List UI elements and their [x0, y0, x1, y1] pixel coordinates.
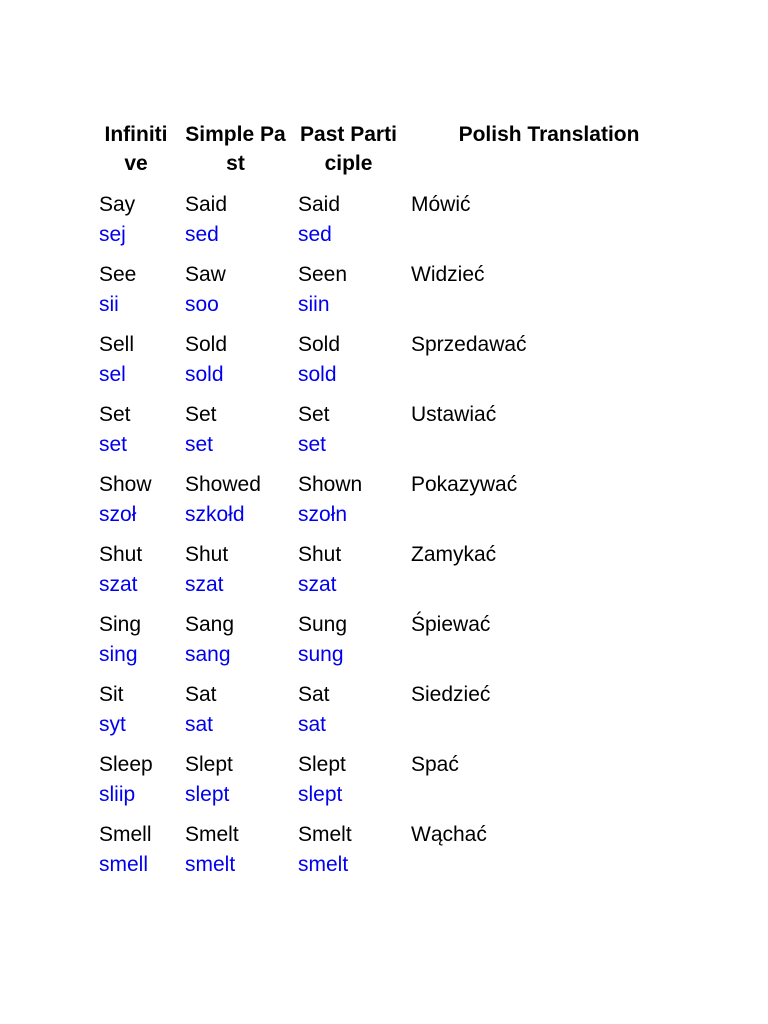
past-participle-pronunciation: szat [298, 573, 337, 596]
simple-past-word: Saw [185, 263, 226, 286]
simple-past-cell [179, 188, 292, 258]
past-participle-pronunciation: sold [298, 363, 337, 386]
polish-translation-cell [405, 818, 693, 888]
simple-past-cell [179, 678, 292, 748]
simple-past-word: Sat [185, 683, 217, 706]
infinitive-cell [93, 468, 179, 538]
simple-past-cell [179, 818, 292, 888]
simple-past-cell [179, 328, 292, 398]
polish-translation-cell [405, 188, 693, 258]
polish-translation-cell [405, 328, 693, 398]
polish-translation-cell [405, 468, 693, 538]
table-row [93, 748, 693, 818]
infinitive-word: Show [99, 473, 152, 496]
polish-translation-cell [405, 258, 693, 328]
table-row [93, 328, 693, 398]
polish-translation-cell [405, 678, 693, 748]
simple-past-word: Said [185, 193, 228, 216]
past-participle-word: Said [298, 193, 341, 216]
simple-past-pronunciation: szat [185, 573, 224, 596]
table-row [93, 188, 693, 258]
past-participle-word: Sung [298, 613, 348, 636]
past-participle-pronunciation: set [298, 433, 327, 456]
polish-translation-word: Sprzedawać [411, 333, 527, 356]
past-participle-word: Slept [298, 753, 346, 776]
polish-translation-word: Wąchać [411, 823, 487, 846]
past-participle-pronunciation: slept [298, 783, 343, 806]
past-participle-word: Set [298, 403, 330, 426]
past-participle-pronunciation: smelt [298, 853, 349, 876]
past-participle-cell [292, 258, 405, 328]
infinitive-cell [93, 678, 179, 748]
past-participle-cell [292, 188, 405, 258]
simple-past-word: Smelt [185, 823, 239, 846]
simple-past-word: Showed [185, 473, 261, 496]
simple-past-pronunciation: smelt [185, 853, 236, 876]
past-participle-word: Sat [298, 683, 330, 706]
infinitive-word: Sleep [99, 753, 153, 776]
infinitive-pronunciation: sel [99, 363, 126, 386]
polish-translation-word: Widzieć [411, 263, 485, 286]
polish-translation-cell [405, 538, 693, 608]
infinitive-word: Sing [99, 613, 142, 636]
table-row [93, 538, 693, 608]
polish-translation-word: Siedzieć [411, 683, 491, 706]
simple-past-word: Set [185, 403, 217, 426]
infinitive-word: Say [99, 193, 136, 216]
simple-past-pronunciation: sat [185, 713, 214, 736]
infinitive-pronunciation: szat [99, 573, 138, 596]
infinitive-cell [93, 818, 179, 888]
table-row [93, 468, 693, 538]
table-row [93, 818, 693, 888]
polish-translation-word: Pokazywać [411, 473, 518, 496]
infinitive-word: Set [99, 403, 131, 426]
past-participle-cell [292, 468, 405, 538]
infinitive-word: Smell [99, 823, 152, 846]
table-row [93, 608, 693, 678]
infinitive-word: Sell [99, 333, 135, 356]
simple-past-pronunciation: soo [185, 293, 219, 316]
simple-past-cell [179, 258, 292, 328]
past-participle-pronunciation: siin [298, 293, 330, 316]
past-participle-pronunciation: sat [298, 713, 327, 736]
infinitive-pronunciation: sej [99, 223, 126, 246]
past-participle-cell [292, 328, 405, 398]
simple-past-pronunciation: sed [185, 223, 219, 246]
infinitive-cell [93, 748, 179, 818]
header-infinitive: Infinitive [104, 123, 168, 175]
table-row [93, 398, 693, 468]
simple-past-pronunciation: szkołd [185, 503, 245, 526]
simple-past-cell [179, 608, 292, 678]
simple-past-cell [179, 538, 292, 608]
polish-translation-cell [405, 748, 693, 818]
infinitive-pronunciation: set [99, 433, 128, 456]
simple-past-cell [179, 468, 292, 538]
table-row [93, 678, 693, 748]
past-participle-pronunciation: sed [298, 223, 332, 246]
simple-past-word: Shut [185, 543, 229, 566]
infinitive-cell [93, 258, 179, 328]
infinitive-pronunciation: smell [99, 853, 149, 876]
infinitive-cell [93, 188, 179, 258]
infinitive-word: See [99, 263, 137, 286]
simple-past-cell [179, 748, 292, 818]
infinitive-pronunciation: sliip [99, 783, 136, 806]
past-participle-cell [292, 748, 405, 818]
infinitive-cell [93, 328, 179, 398]
infinitive-pronunciation: syt [99, 713, 126, 736]
polish-translation-word: Ustawiać [411, 403, 497, 426]
infinitive-cell [93, 398, 179, 468]
past-participle-word: Smelt [298, 823, 352, 846]
simple-past-pronunciation: sold [185, 363, 224, 386]
polish-translation-cell [405, 398, 693, 468]
infinitive-cell [93, 538, 179, 608]
past-participle-word: Seen [298, 263, 348, 286]
table-body [93, 188, 693, 888]
simple-past-word: Slept [185, 753, 233, 776]
past-participle-pronunciation: szołn [298, 503, 348, 526]
infinitive-cell [93, 608, 179, 678]
simple-past-pronunciation: slept [185, 783, 230, 806]
past-participle-word: Shut [298, 543, 342, 566]
past-participle-pronunciation: sung [298, 643, 344, 666]
irregular-verbs-table [93, 118, 693, 888]
simple-past-word: Sold [185, 333, 228, 356]
infinitive-pronunciation: sing [99, 643, 138, 666]
simple-past-cell [179, 398, 292, 468]
table-row [93, 258, 693, 328]
header-past-participle: Past Participle [300, 123, 397, 175]
past-participle-cell [292, 608, 405, 678]
past-participle-cell [292, 818, 405, 888]
simple-past-pronunciation: sang [185, 643, 231, 666]
past-participle-word: Sold [298, 333, 341, 356]
past-participle-word: Shown [298, 473, 363, 496]
polish-translation-cell [405, 608, 693, 678]
past-participle-cell [292, 398, 405, 468]
polish-translation-word: Zamykać [411, 543, 497, 566]
infinitive-pronunciation: sii [99, 293, 119, 316]
past-participle-cell [292, 538, 405, 608]
infinitive-word: Shut [99, 543, 143, 566]
header-polish-translation: Polish Translation [458, 123, 640, 146]
polish-translation-word: Mówić [411, 193, 471, 216]
polish-translation-word: Śpiewać [411, 613, 491, 636]
simple-past-word: Sang [185, 613, 235, 636]
past-participle-cell [292, 678, 405, 748]
polish-translation-word: Spać [411, 753, 459, 776]
infinitive-pronunciation: szoł [99, 503, 137, 526]
infinitive-word: Sit [99, 683, 124, 706]
header-simple-past: Simple Past [185, 123, 286, 175]
table-header-row [93, 118, 693, 188]
simple-past-pronunciation: set [185, 433, 214, 456]
